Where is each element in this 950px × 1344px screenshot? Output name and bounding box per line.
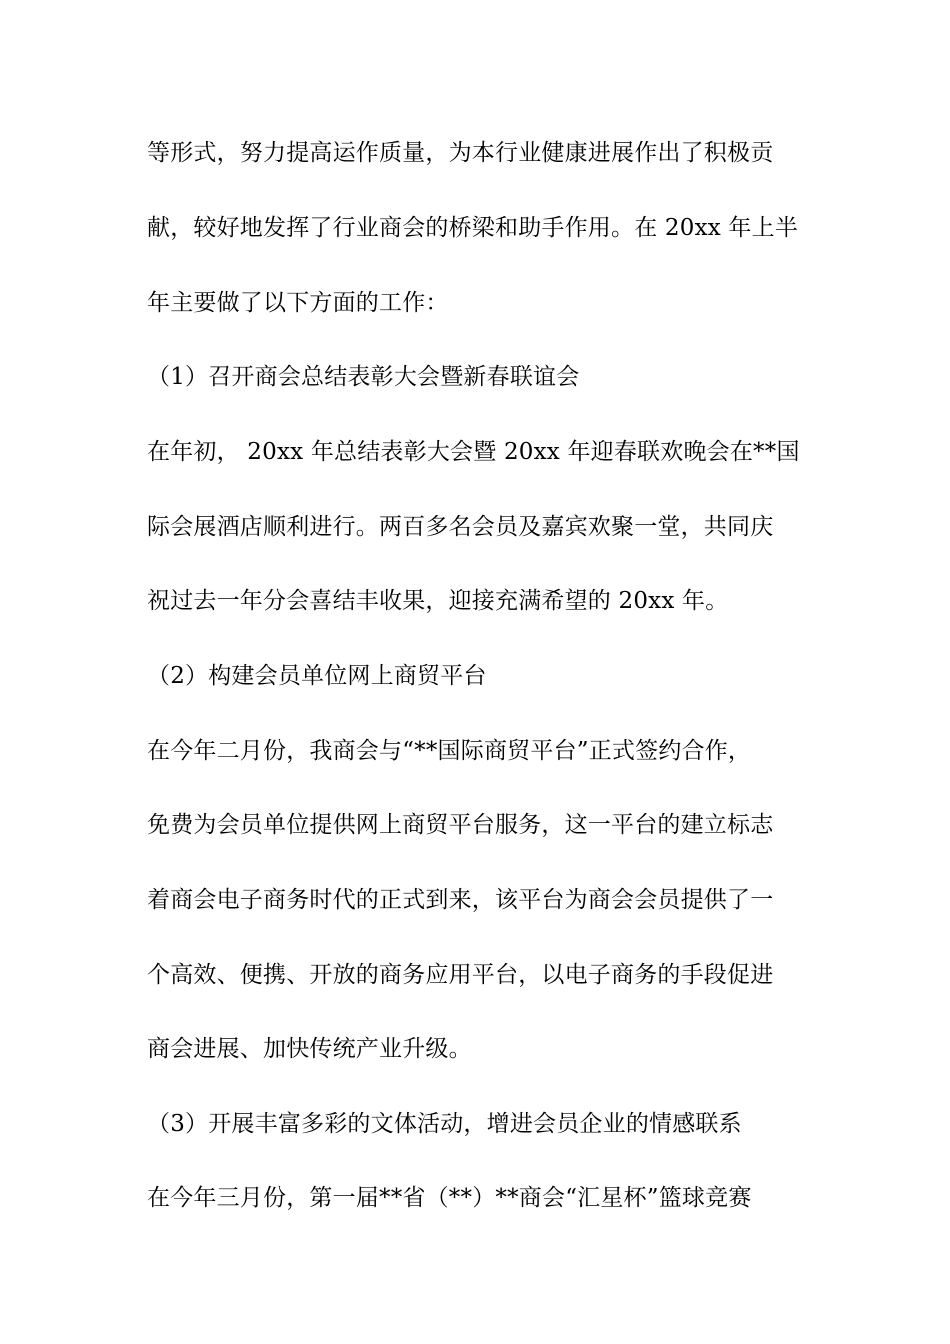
body-text-line: 着商会电子商务时代的正式到来，该平台为商会会员提供了一 [147, 887, 774, 913]
body-text-line: 等形式，努力提高运作质量，为本行业健康进展作出了积极贡 [147, 140, 774, 166]
body-text-line: 际会展酒店顺利进行。两百多名会员及嘉宾欢聚一堂，共同庆 [147, 514, 774, 540]
body-text-line: 祝过去一年分会喜结丰收果，迎接充满希望的 20xx 年。 [147, 588, 729, 614]
body-text-line: 商会进展、加快传统产业升级。 [147, 1036, 472, 1062]
body-text-line: 献，较好地发挥了行业商会的桥梁和助手作用。在 20xx 年上半 [147, 215, 799, 241]
section-heading-2: （2）构建会员单位网上商贸平台 [147, 663, 487, 689]
body-text-line: 年主要做了以下方面的工作： [147, 290, 449, 316]
body-text-line: 在今年三月份，第一届**省（**）**商会“汇星杯”篮球竞赛 [147, 1185, 752, 1211]
section-heading-1: （1）召开商会总结表彰大会暨新春联谊会 [147, 364, 580, 390]
body-text-line: 免费为会员单位提供网上商贸平台服务，这一平台的建立标志 [147, 812, 774, 838]
body-text-line: 个高效、便携、开放的商务应用平台，以电子商务的手段促进 [147, 962, 774, 988]
body-text-line: 在今年二月份，我商会与“**国际商贸平台”正式签约合作， [147, 738, 752, 764]
section-heading-3: （3）开展丰富多彩的文体活动，增进会员企业的情感联系 [147, 1111, 742, 1137]
body-text-line: 在年初， 20xx 年总结表彰大会暨 20xx 年迎春联欢晚会在**国 [147, 439, 800, 465]
